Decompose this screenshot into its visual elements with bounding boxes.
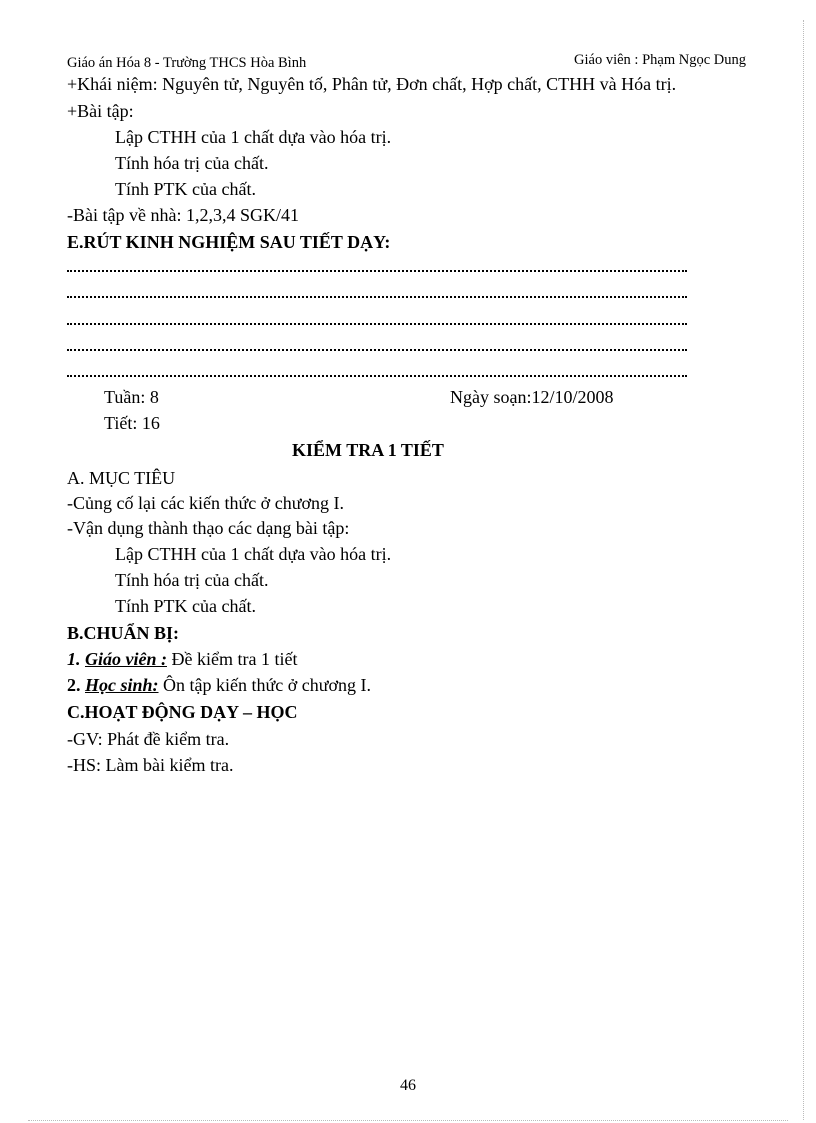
activity-line: -GV: Phát đề kiểm tra. xyxy=(67,729,230,749)
exercise-item: Lập CTHH của 1 chất dựa vào hóa trị. xyxy=(115,127,392,147)
objective-line: -Củng cố lại các kiến thức ở chương I. xyxy=(67,493,344,513)
objective-item: Tính hóa trị của chất. xyxy=(115,570,269,590)
teacher-text: Đề kiểm tra 1 tiết xyxy=(166,649,298,669)
section-a-heading: A. MỤC TIÊU xyxy=(67,468,176,488)
notes-dotted-line xyxy=(67,323,687,325)
notes-dotted-line xyxy=(67,349,687,351)
notes-dotted-line xyxy=(67,296,687,298)
exercise-item: Tính PTK của chất. xyxy=(115,179,256,199)
homework-line: -Bài tập về nhà: 1,2,3,4 SGK/41 xyxy=(67,205,299,225)
period-label: Tiết: 16 xyxy=(104,413,160,433)
student-prep-line xyxy=(67,674,371,696)
right-border xyxy=(803,20,804,1120)
section-b-heading: B.CHUẨN BỊ: xyxy=(67,623,180,643)
student-number: 2. xyxy=(67,675,85,695)
objective-item: Lập CTHH của 1 chất dựa vào hóa trị. xyxy=(115,544,392,564)
header-right: Giáo viên : Phạm Ngọc Dung xyxy=(574,52,746,68)
section-c-heading: C.HOẠT ĐỘNG DẠY – HỌC xyxy=(67,702,298,722)
objective-item: Tính PTK của chất. xyxy=(115,596,256,616)
student-label: Học sinh: xyxy=(85,675,159,695)
teacher-label: Giáo viên : xyxy=(85,649,167,669)
teacher-prep-line xyxy=(67,648,297,670)
week-label: Tuần: 8 xyxy=(104,387,159,407)
activity-line: -HS: Làm bài kiểm tra. xyxy=(67,755,234,775)
notes-dotted-line xyxy=(67,375,687,377)
student-text: Ôn tập kiến thức ở chương I. xyxy=(158,675,372,695)
objective-line: -Vận dụng thành thạo các dạng bài tập: xyxy=(67,518,350,538)
teacher-number: 1. xyxy=(67,649,85,669)
page-title: KIỂM TRA 1 TIẾT xyxy=(292,440,444,460)
header-left: Giáo án Hóa 8 - Trường THCS Hòa Bình xyxy=(67,55,307,71)
exercises-heading: +Bài tập: xyxy=(67,101,134,121)
exercise-item: Tính hóa trị của chất. xyxy=(115,153,269,173)
concepts-line: +Khái niệm: Nguyên tử, Nguyên tố, Phân tử, Đơn chất, Hợp chất, CTHH và Hóa trị. xyxy=(67,74,677,94)
bottom-border xyxy=(28,1120,788,1121)
page-number: 46 xyxy=(400,1077,416,1094)
date-label: Ngày soạn:12/10/2008 xyxy=(450,387,614,407)
section-e-heading: E.RÚT KINH NGHIỆM SAU TIẾT DẠY: xyxy=(67,232,391,252)
notes-dotted-line xyxy=(67,270,687,272)
